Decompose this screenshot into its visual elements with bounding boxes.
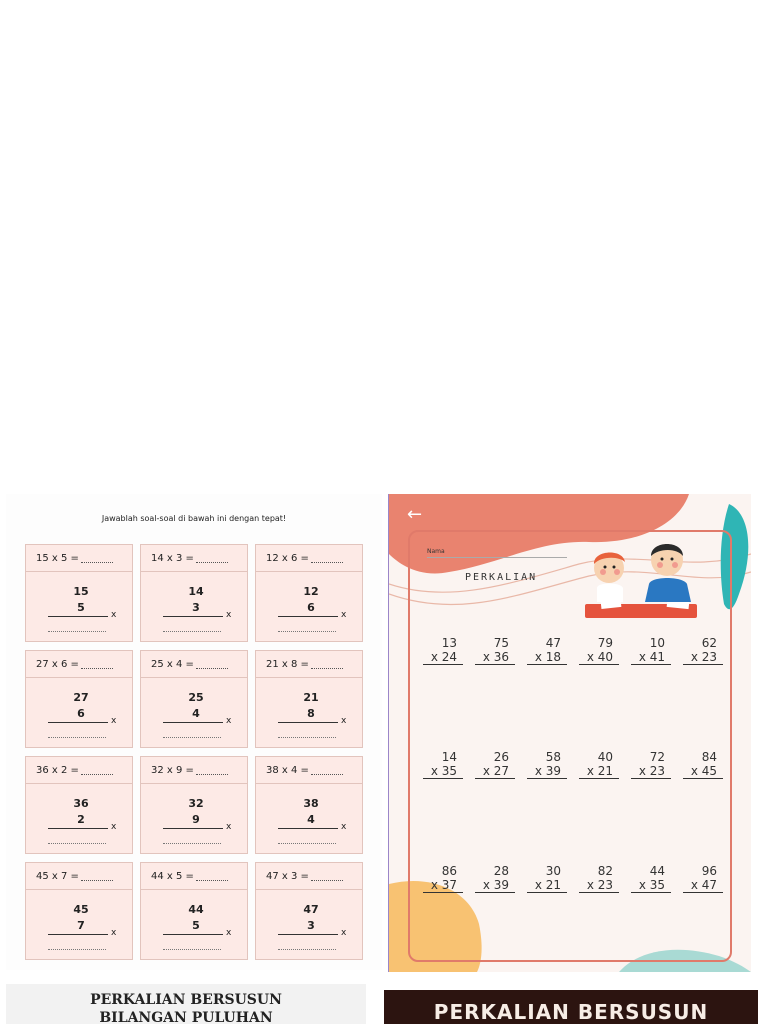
times-sign: x [341,928,347,938]
equation-text: 25 x 4 = [151,659,194,670]
vertical-problem [683,750,723,779]
vertical-problem [579,636,619,665]
sum-line [163,722,223,723]
name-label: Nama [427,548,445,555]
times-sign: x [226,928,232,938]
vertical-multiplicand: 96 [701,864,717,878]
answer-blank[interactable] [81,660,113,669]
vertical-multiplier: x 39 [527,764,567,779]
multiplicand: 25 [188,691,204,704]
multiplier: 6 [307,601,315,614]
horizontal-equation [141,651,247,678]
answer-blank[interactable] [311,766,343,775]
times-sign: x [226,716,232,726]
vertical-multiplier: x 36 [475,650,515,665]
multiplicand: 21 [303,691,319,704]
multiplicand: 36 [73,797,89,810]
answer-line[interactable] [48,843,106,844]
vertical-problem [423,636,463,665]
vertical-multiplicand: 62 [701,636,717,650]
problem-card [140,544,248,642]
multiplier: 8 [307,707,315,720]
vertical-multiplicand: 26 [493,750,509,764]
sum-line [163,616,223,617]
answer-blank[interactable] [311,660,343,669]
multiplier: 3 [307,919,315,932]
horizontal-equation [256,757,362,784]
answer-line[interactable] [163,631,221,632]
problem-card [140,650,248,748]
problem-card [25,650,133,748]
vertical-multiplier: x 47 [683,878,723,893]
equation-text: 27 x 6 = [36,659,79,670]
vertical-problem [683,864,723,893]
answer-line[interactable] [278,843,336,844]
answer-line[interactable] [48,949,106,950]
answer-line[interactable] [163,843,221,844]
multiplier: 5 [77,601,85,614]
vertical-multiplier: x 21 [527,878,567,893]
answer-blank[interactable] [311,872,343,881]
multiplicand: 44 [188,903,204,916]
vertical-multiplier: x 24 [423,650,463,665]
vertical-problem [527,636,567,665]
multiplicand: 47 [303,903,319,916]
vertical-problem [579,864,619,893]
equation-text: 14 x 3 = [151,553,194,564]
answer-blank[interactable] [81,872,113,881]
times-sign: x [341,716,347,726]
banner-right-title: PERKALIAN BERSUSUN [433,1000,709,1024]
vertical-multiplier: x 37 [423,878,463,893]
vertical-multiplier: x 39 [475,878,515,893]
times-sign: x [226,822,232,832]
answer-blank[interactable] [81,766,113,775]
equation-text: 32 x 9 = [151,765,194,776]
horizontal-equation [26,757,132,784]
vertical-multiplier: x 40 [579,650,619,665]
horizontal-equation [141,545,247,572]
vertical-multiplicand: 82 [597,864,613,878]
worksheet-title: PERKALIAN [465,572,538,583]
vertical-multiplier: x 27 [475,764,515,779]
vertical-multiplier: x 35 [631,878,671,893]
equation-text: 21 x 8 = [266,659,309,670]
times-sign: x [111,610,117,620]
times-sign: x [111,822,117,832]
times-sign: x [111,928,117,938]
sum-line [48,616,108,617]
problem-card [255,650,363,748]
sum-line [278,616,338,617]
vertical-problem [475,750,515,779]
multiplier: 5 [192,919,200,932]
answer-blank[interactable] [311,554,343,563]
sum-line [278,934,338,935]
times-sign: x [226,610,232,620]
horizontal-equation [26,651,132,678]
equation-text: 15 x 5 = [36,553,79,564]
sum-line [48,934,108,935]
vertical-problem [579,750,619,779]
answer-line[interactable] [278,631,336,632]
problem-card [255,862,363,960]
banner-left-line2: BILANGAN PULUHAN [99,1010,273,1024]
times-sign: x [341,610,347,620]
horizontal-equation [141,757,247,784]
answer-blank[interactable] [196,872,228,881]
kids-illustration-icon [579,538,709,628]
problem-card [140,862,248,960]
multiplier: 6 [77,707,85,720]
vertical-multiplicand: 47 [545,636,561,650]
multiplier: 2 [77,813,85,826]
sum-line [163,934,223,935]
equation-text: 47 x 3 = [266,871,309,882]
vertical-multiplicand: 58 [545,750,561,764]
horizontal-equation [141,863,247,890]
vertical-problem [527,864,567,893]
vertical-multiplier: x 41 [631,650,671,665]
problem-card [140,756,248,854]
answer-line[interactable] [48,737,106,738]
answer-line[interactable] [278,949,336,950]
vertical-problem [423,750,463,779]
banner-right[interactable] [384,990,758,1024]
vertical-multiplicand: 44 [649,864,665,878]
vertical-problem [631,636,671,665]
equation-text: 38 x 4 = [266,765,309,776]
multiplicand: 27 [73,691,89,704]
vertical-multiplicand: 14 [441,750,457,764]
answer-blank[interactable] [196,766,228,775]
vertical-multiplicand: 10 [649,636,665,650]
vertical-problem [683,636,723,665]
vertical-multiplier: x 45 [683,764,723,779]
vertical-multiplier: x 18 [527,650,567,665]
horizontal-equation [26,863,132,890]
sum-line [48,828,108,829]
multiplicand: 45 [73,903,89,916]
equation-text: 44 x 5 = [151,871,194,882]
vertical-problem [475,636,515,665]
horizontal-equation [256,545,362,572]
problem-card [255,756,363,854]
answer-line[interactable] [163,737,221,738]
vertical-problem [423,864,463,893]
vertical-multiplier: x 35 [423,764,463,779]
sum-line [163,828,223,829]
multiplicand: 12 [303,585,319,598]
equation-text: 45 x 7 = [36,871,79,882]
worksheet-instruction: Jawablah soal-soal di bawah ini dengan tepat! [101,514,287,523]
multiplicand: 38 [303,797,319,810]
answer-line[interactable] [163,949,221,950]
multiplicand: 32 [188,797,204,810]
worksheet-left [6,494,382,970]
horizontal-equation [256,863,362,890]
multiplier: 7 [77,919,85,932]
horizontal-equation [26,545,132,572]
vertical-multiplicand: 13 [441,636,457,650]
vertical-problem [631,864,671,893]
vertical-multiplier: x 23 [631,764,671,779]
equation-text: 12 x 6 = [266,553,309,564]
equation-text: 36 x 2 = [36,765,79,776]
vertical-multiplicand: 30 [545,864,561,878]
worksheet-right [388,494,751,972]
multiplier: 4 [192,707,200,720]
sum-line [48,722,108,723]
vertical-multiplicand: 86 [441,864,457,878]
multiplicand: 15 [73,585,89,598]
vertical-multiplicand: 28 [493,864,509,878]
vertical-multiplier: x 21 [579,764,619,779]
multiplier: 4 [307,813,315,826]
vertical-multiplier: x 23 [683,650,723,665]
answer-blank[interactable] [196,554,228,563]
problem-card [25,862,133,960]
vertical-problem [527,750,567,779]
multiplier: 3 [192,601,200,614]
vertical-multiplicand: 84 [701,750,717,764]
banner-left[interactable] [6,984,366,1024]
vertical-multiplier: x 23 [579,878,619,893]
banner-left-line1: PERKALIAN BERSUSUN [90,992,282,1008]
horizontal-equation [256,651,362,678]
sum-line [278,828,338,829]
back-arrow-icon[interactable]: ← [407,504,423,525]
vertical-problem [631,750,671,779]
problem-card [255,544,363,642]
answer-blank[interactable] [81,554,113,563]
answer-blank[interactable] [196,660,228,669]
answer-line[interactable] [48,631,106,632]
problem-card [25,756,133,854]
name-line [427,557,567,558]
problem-card [25,544,133,642]
answer-line[interactable] [278,737,336,738]
vertical-multiplicand: 79 [597,636,613,650]
times-sign: x [341,822,347,832]
vertical-problem [475,864,515,893]
vertical-multiplicand: 75 [493,636,509,650]
sum-line [278,722,338,723]
times-sign: x [111,716,117,726]
multiplicand: 14 [188,585,204,598]
vertical-multiplicand: 40 [597,750,613,764]
vertical-multiplicand: 72 [649,750,665,764]
multiplier: 9 [192,813,200,826]
